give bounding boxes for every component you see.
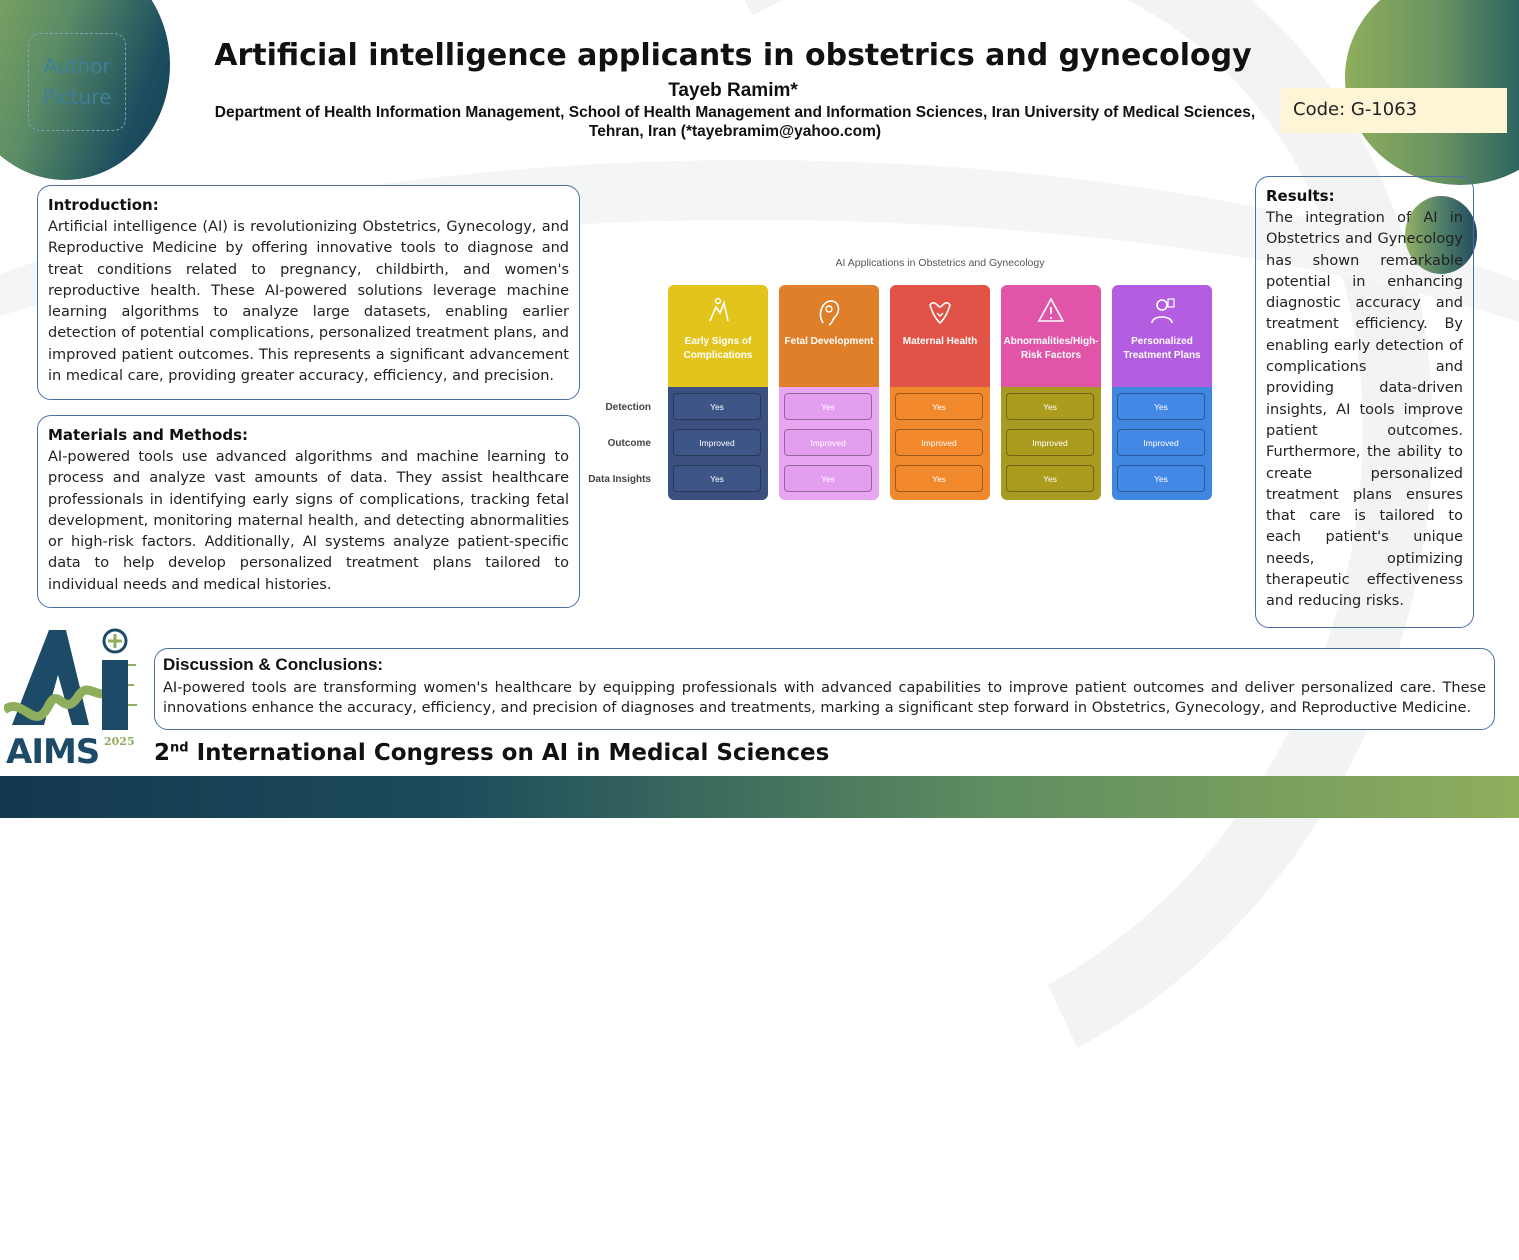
author-affiliation: Department of Health Information Management, School of Health Management and Information Sciences, Iran University of Medical Sciences, Tehran, Iran (*tayebramim@yahoo.com) xyxy=(214,104,1256,140)
column-header xyxy=(1001,285,1101,387)
methods-section xyxy=(37,415,580,608)
author-name: Tayeb Ramim* xyxy=(668,80,798,101)
column-cell: Improved xyxy=(784,429,872,456)
row-label-data-insights: Data Insights xyxy=(588,474,651,485)
column-title: Early Signs of Complications xyxy=(683,336,753,361)
column-body xyxy=(1112,387,1212,500)
column-cell: Yes xyxy=(1006,393,1094,420)
methods-text: AI-powered tools use advanced algorithms and machine learning to process and analyze vast amounts of data. They assist healthcare professionals in identifying early signs of complications, tracking fetal development, monitoring maternal health, and detecting abnormalities or high-risk factors. Additionally, AI systems analyze patient-specific data to help develop personalized treatment plans tailored to individual needs and medical histories. xyxy=(48,449,569,593)
column-cell: Yes xyxy=(1117,465,1205,492)
column-cell: Improved xyxy=(673,429,761,456)
person-icon xyxy=(1146,295,1178,327)
congress-ordinal-suffix: nd xyxy=(170,740,189,756)
footer-bar xyxy=(0,776,1519,818)
discussion-heading: Discussion & Conclusions: xyxy=(163,655,384,674)
hands-icon xyxy=(702,295,734,327)
column-title: Personalized Treatment Plans xyxy=(1123,336,1201,361)
discussion-text: AI-powered tools are transforming women's healthcare by equipping professionals with advanced capabilities to improve patient outcomes and deliver personalized care. These innovations enhance the accuracy, efficiency, and precision of diagnoses and treatments, marking a significant step forward in Obstetrics, Gynecology, and Reproductive Medicine. xyxy=(163,680,1486,716)
congress-ordinal: 2 xyxy=(154,740,171,766)
discussion-section xyxy=(154,648,1495,730)
methods-heading: Materials and Methods: xyxy=(48,426,249,444)
uterus-icon xyxy=(924,295,956,327)
row-label-detection: Detection xyxy=(605,402,651,413)
logo-year: 2025 xyxy=(104,735,135,748)
column-body xyxy=(890,387,990,500)
author-picture-label: Author Picture xyxy=(42,54,112,109)
infographic-column xyxy=(1001,285,1101,500)
column-body xyxy=(668,387,768,500)
column-header xyxy=(890,285,990,387)
column-cell: Yes xyxy=(673,393,761,420)
results-heading: Results: xyxy=(1266,187,1335,205)
infographic-column xyxy=(668,285,768,500)
column-cell: Yes xyxy=(895,465,983,492)
warning-icon xyxy=(1035,295,1067,327)
infographic-title: AI Applications in Obstetrics and Gynecology xyxy=(835,257,1045,269)
column-title: Maternal Health xyxy=(902,336,978,347)
poster-title: Artificial intelligence applicants in obstetrics and gynecology xyxy=(214,38,1252,73)
introduction-heading: Introduction: xyxy=(48,196,159,214)
poster-code: Code: G-1063 xyxy=(1281,88,1507,133)
column-cell: Yes xyxy=(784,465,872,492)
column-header xyxy=(1112,285,1212,387)
column-body xyxy=(1001,387,1101,500)
results-section xyxy=(1255,176,1474,628)
column-cell: Improved xyxy=(1117,429,1205,456)
column-cell: Improved xyxy=(1006,429,1094,456)
column-cell: Yes xyxy=(673,465,761,492)
congress-name xyxy=(154,740,829,766)
results-text: The integration of AI in Obstetrics and Gynecology has shown remarkable potential in enhancing diagnostic accuracy and treatment efficiency. By enabling early detection of complications and providing data-driven insights, AI tools improve patient outcomes. Furthermore, the ability to create personalized treatment plans ensures that care is tailored to each patient's unique needs, optimizing therapeutic effectiveness and reducing risks. xyxy=(1266,210,1463,610)
column-cell: Yes xyxy=(784,393,872,420)
column-cell: Improved xyxy=(895,429,983,456)
introduction-text: Artificial intelligence (AI) is revolutionizing Obstetrics, Gynecology, and Reproductive Medicine by offering innovative tools to diagnose and treat conditions related to pregnancy, childbirth, and women's reproductive health. These AI-powered solutions leverage machine learning algorithms to analyze large datasets, enabling earlier detection of potential complications, personalized treatment plans, and improved patient outcomes. This represents a significant advancement in medical care, providing greater accuracy, efficiency, and precision. xyxy=(48,219,569,385)
column-header xyxy=(668,285,768,387)
column-cell: Yes xyxy=(1006,465,1094,492)
column-title: Fetal Development xyxy=(784,336,874,347)
column-body xyxy=(779,387,879,500)
column-cell: Yes xyxy=(1117,393,1205,420)
infographic-column xyxy=(890,285,990,500)
infographic-column xyxy=(1112,285,1212,500)
congress-title: International Congress on AI in Medical Sciences xyxy=(196,740,830,766)
row-label-outcome: Outcome xyxy=(607,438,651,449)
author-picture-placeholder xyxy=(28,33,126,131)
column-header xyxy=(779,285,879,387)
column-cell: Yes xyxy=(895,393,983,420)
infographic-column xyxy=(779,285,879,500)
fetus-icon xyxy=(813,295,845,327)
introduction-section xyxy=(37,185,580,400)
logo-text: AIMS xyxy=(6,732,100,772)
column-title: Abnormalities/High-Risk Factors xyxy=(1003,336,1099,361)
